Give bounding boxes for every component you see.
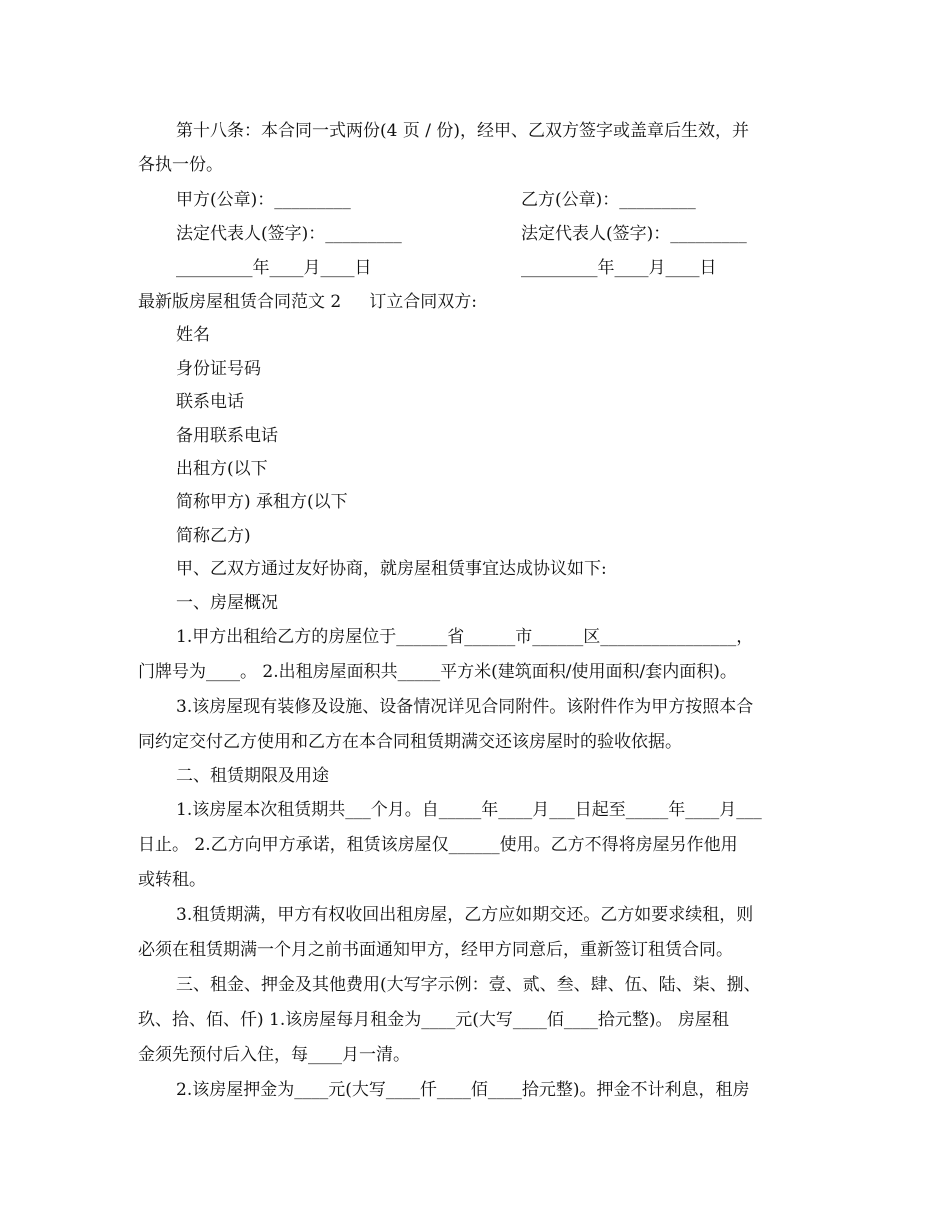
field-id-number: 身份证号码	[176, 359, 261, 379]
field-lessee: 简称甲方) 承租方(以下	[176, 492, 348, 512]
party-a-seal: 甲方(公章)：_________	[176, 190, 351, 210]
contract-parties-label: 订立合同双方:	[369, 292, 477, 312]
article-18-line-1: 第十八条：本合同一式两份(4 页 / 份)，经甲、乙双方签字或盖章后生效，并	[176, 121, 750, 141]
section-3-line-3: 金须先预付后入住，每____月一清。	[138, 1045, 410, 1065]
section-1-para-1-line-1: 1.甲方出租给乙方的房屋位于______省______市______区________________，	[176, 627, 754, 647]
field-phone: 联系电话	[176, 392, 244, 412]
section-2-para-3-line-1: 3.租赁期满，甲方有权收回出租房屋，乙方应如期交还。乙方如要求续租，则	[176, 905, 754, 925]
contract-2-heading	[138, 291, 477, 313]
party-b-date: _________年____月____日	[521, 258, 717, 278]
party-b-seal: 乙方(公章)：_________	[521, 190, 696, 210]
section-2-para-1-line-2: 日止。 2.乙方向甲方承诺，租赁该房屋仅______使用。乙方不得将房屋另作他用	[138, 835, 738, 855]
field-lessor: 出租方(以下	[176, 459, 268, 479]
section-2-para-3-line-2: 必须在租赁期满一个月之前书面通知甲方，经甲方同意后，重新签订租赁合同。	[138, 940, 733, 960]
contract-2-title: 最新版房屋租赁合同范文 2	[138, 292, 342, 312]
section-3-para-2-line-1: 2.该房屋押金为____元(大写____仟____佰____拾元整)。押金不计利息，租房	[176, 1080, 750, 1100]
field-backup-phone: 备用联系电话	[176, 426, 278, 446]
section-1-para-3-line-2: 同约定交付乙方使用和乙方在本合同租赁期满交还该房屋时的验收依据。	[138, 732, 682, 752]
section-1-title: 一、房屋概况	[176, 593, 278, 613]
section-3-line-2: 玖、拾、佰、仟) 1.该房屋每月租金为____元(大写____佰____拾元整)。 房屋租	[138, 1010, 729, 1030]
field-lessee-abbrev: 简称乙方)	[176, 526, 251, 546]
section-2-para-1-line-1: 1.该房屋本次租赁期共___个月。自_____年____月___日起至_____年____月___	[176, 800, 762, 820]
section-1-para-3-line-1: 3.该房屋现有装修及设施、设备情况详见合同附件。该附件作为甲方按照本合	[176, 697, 754, 717]
party-b-representative: 法定代表人(签字)：_________	[521, 224, 747, 244]
section-2-para-1-line-3: 或转租。	[138, 870, 206, 890]
section-1-para-1-line-2: 门牌号为____。 2.出租房屋面积共_____平方米(建筑面积/使用面积/套内面积)。	[138, 662, 737, 682]
party-a-date: _________年____月____日	[176, 258, 372, 278]
article-18-line-2: 各执一份。	[138, 155, 223, 175]
section-2-title: 二、租赁期限及用途	[176, 766, 329, 786]
agreement-intro: 甲、乙双方通过友好协商，就房屋租赁事宜达成协议如下:	[176, 559, 607, 579]
section-3-line-1: 三、租金、押金及其他费用(大写字示例：壹、贰、叁、肆、伍、陆、柒、捌、	[176, 975, 761, 995]
field-name: 姓名	[176, 325, 210, 345]
party-a-representative: 法定代表人(签字)：_________	[176, 224, 402, 244]
